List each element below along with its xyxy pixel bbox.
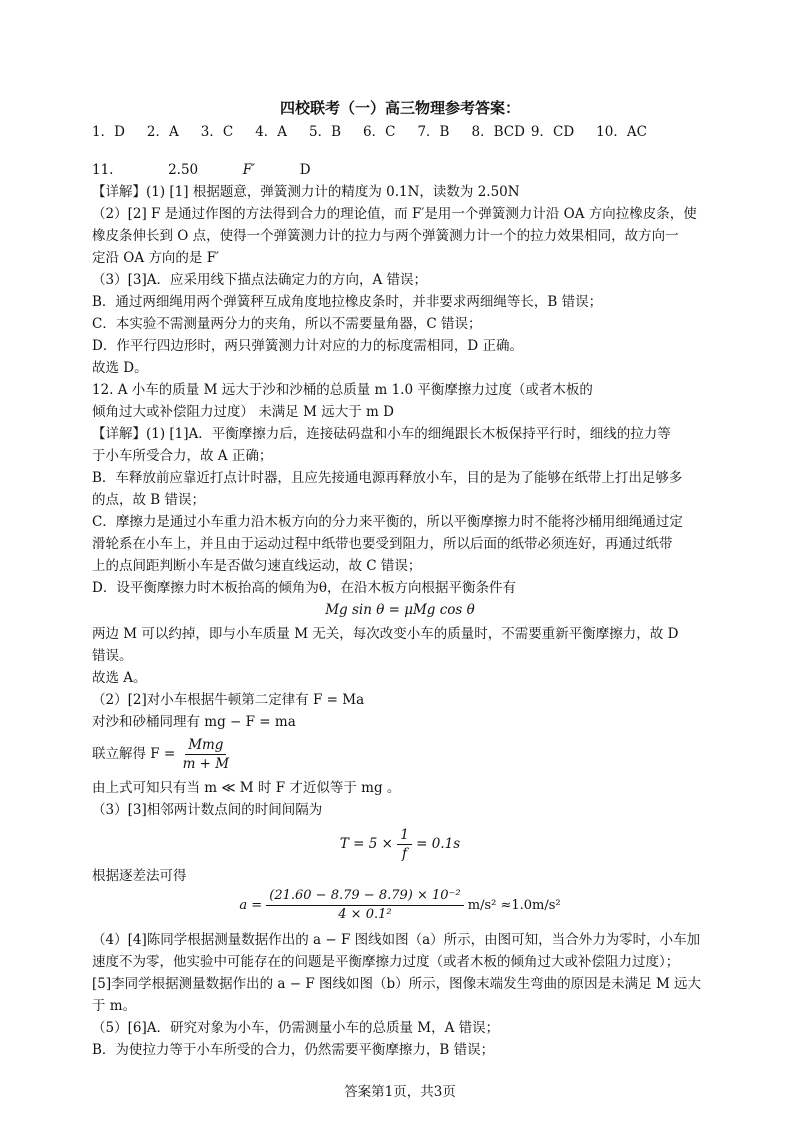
q12-detail-line: B．为使拉力等于小车所受的合力，仍然需要平衡摩擦力，B 错误； bbox=[92, 1042, 495, 1058]
period-numerator: 1 bbox=[397, 826, 412, 845]
q12-detail-line: 上的点间距判断小车是否做匀速直线运动，故 C 错误； bbox=[92, 558, 422, 574]
q11-answer-line bbox=[92, 160, 710, 180]
q11-detail-line: 定沿 OA 方向的是 F′ bbox=[92, 250, 220, 266]
q11-detail-line: C．本实验不需测量两分力的夹角，所以不需要量角器，C 错误； bbox=[92, 316, 482, 332]
mc-answer: 1．D bbox=[92, 124, 125, 140]
q12-detail-line: B．车释放前应靠近打点计时器，且应先接通电源再释放小车，目的是为了能够在纸带上打出足够多 bbox=[92, 470, 683, 486]
q12-detail-line: 于 m。 bbox=[92, 998, 137, 1014]
mc-answer: 10．AC bbox=[596, 124, 647, 140]
page-footer: 答案第1页，共3页 bbox=[344, 1084, 456, 1100]
q12-detail-line: 对沙和砂桶同理有 mg − F = ma bbox=[92, 714, 296, 730]
q12-detail-line: [5]李同学根据测量数据作出的 a − F 图线如图（b）所示，图像末端发生弯曲的原因是未满足 M 远大 bbox=[92, 976, 702, 992]
q12-detail-line: 错误。 bbox=[92, 648, 133, 664]
page-title: 四校联考（一）高三物理参考答案： bbox=[279, 99, 520, 117]
q12-detail-line: （3）[3]相邻两计数点间的时间间隔为 bbox=[92, 802, 323, 818]
mc-answer: 6．C bbox=[363, 124, 396, 140]
solve-numerator: Mmg bbox=[185, 736, 226, 755]
q12-detail-line: 滑轮系在小车上，并且由于运动过程中纸带也要受到阻力，所以后面的纸带必须连好，再通过纸带 bbox=[92, 536, 673, 552]
q12-detail-line: 【详解】(1) [1]A．平衡摩擦力后，连接砝码盘和小车的细绳跟长木板保持平行时，细线的拉力等 bbox=[92, 426, 671, 442]
mc-answer: 3．C bbox=[200, 124, 234, 140]
q11-detail-line: （3）[3]A．应采用线下描点法确定力的方向，A 错误； bbox=[92, 272, 428, 288]
equation-solve bbox=[92, 734, 710, 774]
accel-right: m/s² ≈1.0m/s² bbox=[467, 898, 561, 913]
q11-answer-2: F′ bbox=[242, 162, 256, 178]
q12-detail-line: 速度不为零，他实验中可能存在的问题是平衡摩擦力过度（或者木板的倾角过大或补偿阻力过度）； bbox=[92, 954, 680, 970]
mc-answer: 9．CD bbox=[530, 124, 575, 140]
q12-detail-line: D．设平衡摩擦力时木板抬高的倾角为θ，在沿木板方向根据平衡条件有 bbox=[92, 580, 516, 596]
q11-detail-line: 【详解】(1) [1] 根据题意，弹簧测力计的精度为 0.1N，读数为 2.50N bbox=[92, 184, 520, 200]
equation-acceleration bbox=[0, 886, 800, 926]
q12-detail-line: （4）[4]陈同学根据测量数据作出的 a − F 图线如图（a）所示，由图可知，当合外力为零时，小车加 bbox=[92, 932, 701, 948]
q11-number: 11. bbox=[92, 162, 114, 178]
q11-detail-line: D．作平行四边形时，两只弹簧测力计对应的力的标度需相同，D 正确。 bbox=[92, 338, 523, 354]
period-fraction bbox=[397, 826, 412, 863]
q12-detail-line: （5）[6]A．研究对象为小车，仍需测量小车的总质量 M，A 错误； bbox=[92, 1020, 500, 1036]
equation-period bbox=[0, 824, 800, 864]
equation-balance: Mg sin θ = μMg cos θ bbox=[325, 602, 475, 618]
q11-detail-line: 橡皮条伸长到 O 点，使得一个弹簧测力计的拉力与两个弹簧测力计一个的拉力效果相同，故方向一 bbox=[92, 228, 679, 244]
accel-fraction bbox=[266, 887, 463, 924]
solve-denominator: m + M bbox=[182, 756, 230, 772]
q12-detail-line: 故选 A。 bbox=[92, 670, 147, 686]
period-right: = 0.1s bbox=[416, 836, 461, 852]
q12-detail-line: C．摩擦力是通过小车重力沿木板方向的分力来平衡的，所以平衡摩擦力时不能将沙桶用细绳通过定 bbox=[92, 514, 683, 530]
period-left: T = 5 × bbox=[339, 836, 393, 852]
multiple-choice-answers bbox=[92, 120, 669, 140]
mc-answer: 7．B bbox=[417, 124, 450, 140]
q12-detail-line: 两边 M 可以约掉，即与小车质量 M 无关，每次改变小车的质量时，不需要重新平衡摩擦力，故 D bbox=[92, 626, 679, 642]
accel-denominator: 4 × 0.1² bbox=[338, 907, 392, 922]
solve-prefix: 联立解得 F = bbox=[92, 746, 176, 762]
q11-detail-line: B．通过两细绳用两个弹簧秤互成角度地拉橡皮条时，并非要求两细绳等长，B 错误； bbox=[92, 294, 603, 310]
mc-answer: 4．A bbox=[255, 124, 288, 140]
q12-detail-line: （2）[2]对小车根据牛顿第二定律有 F = Ma bbox=[92, 692, 365, 708]
q11-answer-1: 2.50 bbox=[168, 162, 199, 178]
period-denominator: f bbox=[402, 846, 408, 862]
approx-line: 由上式可知只有当 m ≪ M 时 F 才近似等于 mg 。 bbox=[92, 780, 401, 796]
q11-detail-line: （2）[2] F 是通过作图的方法得到合力的理论值，而 F′是用一个弹簧测力计沿 OA 方向拉橡皮条，使 bbox=[92, 206, 697, 222]
q12-answer-line: 倾角过大或补偿阻力过度） 未满足 M 远大于 m D bbox=[92, 404, 394, 420]
q11-answer-3: D bbox=[299, 162, 311, 178]
mc-answer: 8．BCD bbox=[471, 124, 525, 140]
accel-left: a = bbox=[239, 898, 263, 913]
q12-detail-line: 的点，故 B 错误； bbox=[92, 492, 206, 508]
solve-fraction bbox=[180, 736, 233, 773]
q11-detail-line: 故选 D。 bbox=[92, 360, 148, 376]
q12-detail-line: 根据逐差法可得 bbox=[92, 868, 187, 884]
mc-answer: 2．A bbox=[146, 124, 179, 140]
q12-answer-line: 12. A 小车的质量 M 远大于沙和沙桶的总质量 m 1.0 平衡摩擦力过度（或者木板的 bbox=[92, 382, 593, 398]
q12-detail-line: 于小车所受合力，故 A 正确； bbox=[92, 448, 273, 464]
accel-numerator: (21.60 − 8.79 − 8.79) × 10⁻² bbox=[266, 887, 463, 906]
mc-answer: 5．B bbox=[309, 124, 342, 140]
